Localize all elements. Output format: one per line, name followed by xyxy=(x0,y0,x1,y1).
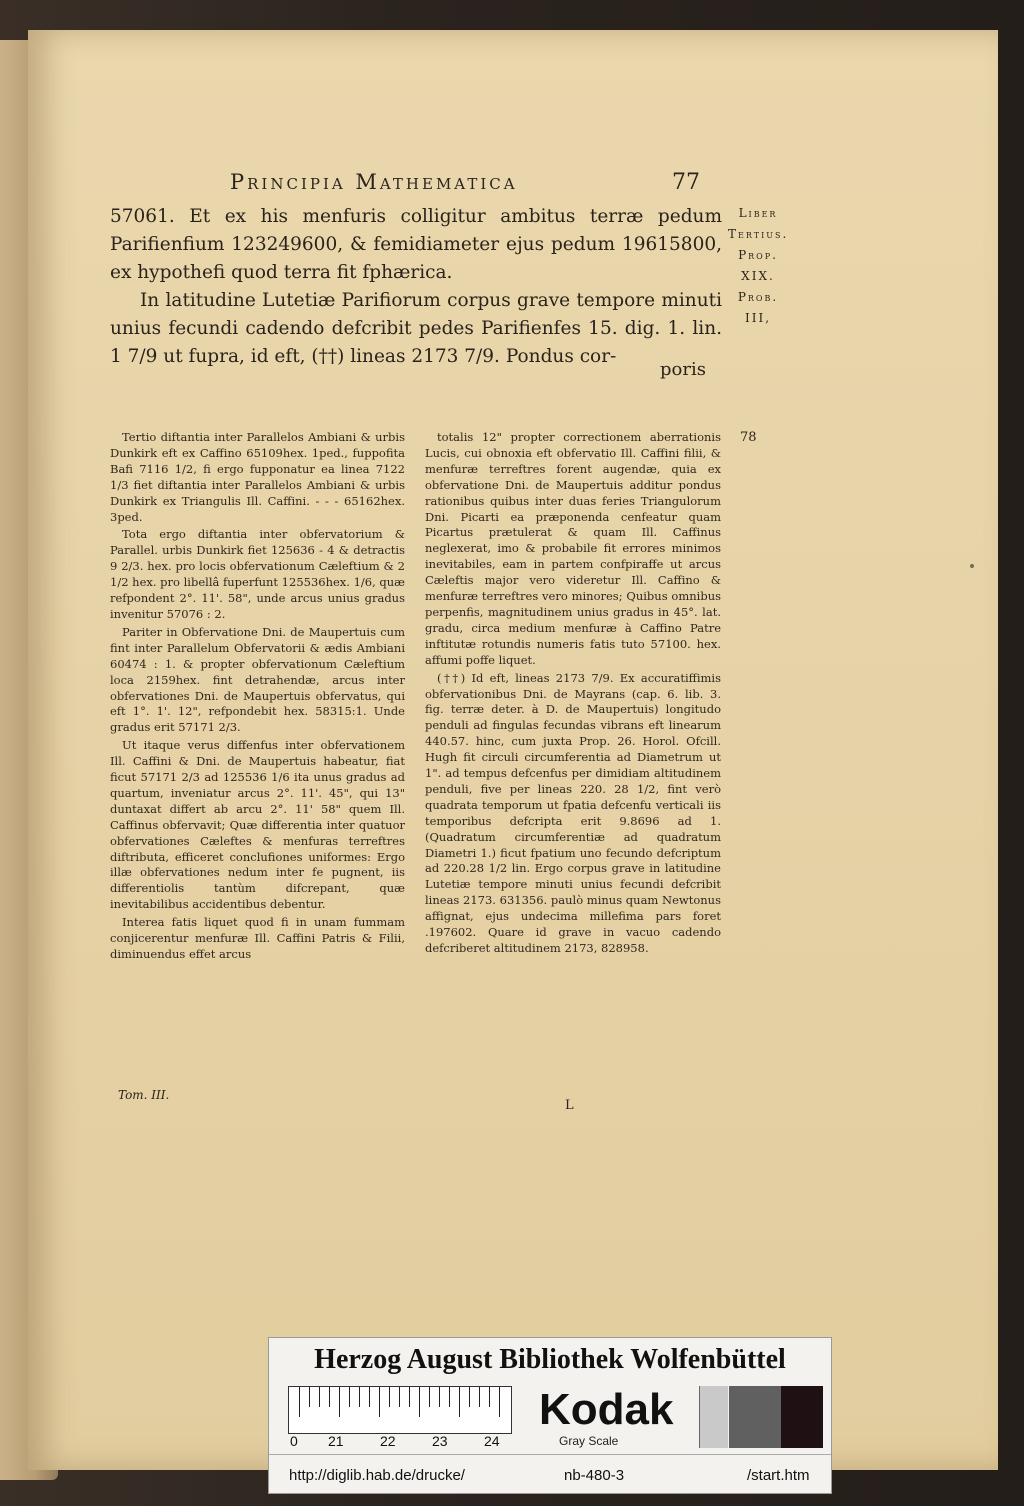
gray-swatch-light xyxy=(699,1386,728,1448)
marginal-note xyxy=(728,203,788,329)
ruler-label: 23 xyxy=(432,1433,448,1449)
marginal-line: III, xyxy=(744,311,772,325)
footnote-paragraph: Ut itaque verus diffenfus inter obfervationem Ill. Caffini & Dni. de Maupertuis habeatur, fiat ficut 57171 2/3 ad 125536 1/6 ita unus gradus ad quartum, inveniatur arcus 2°. 11'. 45", qui 13" duntaxat differt ab arcu 2°. 11' 58" quem Ill. Caffinus obfervavit; Quæ differentia inter quatuor obfervationes Cæleftes & menfuras terreftres diftributa, efficeret conclufiones uniformes: Ergo illæ obfervationes nedum inter fe pugnent, iis differentiolis tantùm difcrepant, quæ inevitabilibus accidentibus debentur. xyxy=(110,738,405,912)
margin-number: 78 xyxy=(740,430,757,445)
ruler-tick xyxy=(429,1387,430,1407)
ruler-tick xyxy=(339,1387,340,1417)
footnote-paragraph: Interea fatis liquet quod fi in unam fummam conjicerentur menfuræ Ill. Caffini Patris & Filii, diminuendus effet arcus xyxy=(110,915,405,961)
shelfmark: nb-480-3 xyxy=(564,1467,625,1484)
ruler-tick xyxy=(359,1387,360,1407)
ruler-tick xyxy=(399,1387,400,1407)
ruler-tick xyxy=(299,1387,300,1417)
gray-swatch-dark xyxy=(781,1386,823,1448)
library-title: Herzog August Bibliothek Wolfenbüttel xyxy=(314,1344,786,1375)
marginal-line: Tertius. xyxy=(728,227,789,241)
ruler-label: 22 xyxy=(380,1433,396,1449)
marginal-line: Prop. xyxy=(738,248,778,262)
ruler-label: 21 xyxy=(328,1433,344,1449)
measurement-ruler xyxy=(288,1386,512,1434)
marginal-line: Liber xyxy=(738,206,778,220)
ruler-tick xyxy=(419,1387,420,1417)
ruler-tick xyxy=(379,1387,380,1417)
start-link: /start.htm xyxy=(747,1467,810,1484)
ruler-label: 0 xyxy=(290,1433,298,1449)
ruler-tick xyxy=(409,1387,410,1407)
ruler-tick xyxy=(479,1387,480,1407)
footnote-catchword: L xyxy=(565,1098,574,1113)
ruler-tick xyxy=(309,1387,310,1407)
ruler-tick xyxy=(499,1387,500,1417)
ruler-tick xyxy=(459,1387,460,1417)
ruler-tick xyxy=(439,1387,440,1407)
footnote-paragraph: (††) Id eft, lineas 2173 7/9. Ex accuratiffimis obfervationibus Dni. de Mayrans (cap. 6. lib. 3. fig. terræ deter. à D. de Maupertuis) longitudo penduli ad fingulas fecundas vibrans eft linearum 440.57. hinc, cum juxta Prop. 26. Horol. Ofcill. Hugh fit circuli circumferentia ad Diametrum ut 1". ad tempus defcenfus per dimidiam altitudinem penduli, five per lineas 220. 28 1/2, fint verò quadrata temporum ut fpatia defcenfu verticali iis temporibus defcripta erit 9.8696 ad 1. (Quadratum circumferentiæ ad quadratum Diametri 1.) ficut fpatium uno fecundo defcriptum ad 220.28 1/2 lin. Ergo corpus grave in latitudine Lutetiæ tempore minuti unius fecundi defcribit lineas 2173. 631356. paulò minus quam Newtonus affignat, ejus undecima millefima pars foret .197602. Quare id grave in vacuo cadendo defcriberet altitudinem 2173, 828958. xyxy=(425,670,721,955)
page-number: 77 xyxy=(672,170,700,195)
main-paragraph: In latitudine Lutetiæ Parifiorum corpus grave tempore minuti unius fecundi cadendo defcribit pedes Parifienfes 15. dig. 1. lin. 1 7/9 ut fupra, id eft, (††) lineas 2173 7/9. Pondus cor- xyxy=(110,290,722,367)
ruler-tick xyxy=(469,1387,470,1407)
marginal-line: Prob. xyxy=(737,290,779,304)
ink-speck xyxy=(970,564,974,568)
scan-reference-card xyxy=(268,1337,832,1494)
ruler-tick xyxy=(329,1387,330,1407)
footnote-paragraph: Tertio diftantia inter Parallelos Ambiani & urbis Dunkirk eft ex Caffino 65109hex. 1ped., fuppofita Bafi 7116 1/2, fi ergo fupponatur ea linea 7122 1/3 fiet diftantia inter Parallelos Ambiani & urbis Dunkirk ex Triangulis Ill. Caffini. - - - 65162hex. 3ped. xyxy=(110,430,405,524)
footnote-paragraph: totalis 12" propter correctionem aberrationis Lucis, cui obnoxia eft obfervatio Ill. Caffini filii, & menfuræ terreftres forent augendæ, quia ex obfervatione Dni. de Maupertuis additur pondus rationibus quibus inter duas feries Triangulorum Dni. Picarti ea præponenda cenfeatur quam Picartus prætulerat & quam Ill. Caffinus neglexerat, imo & probabile fit errores minimos inevitabiles, eam in partem confpiraffe ut arcus Cæleftis major vero videretur Ill. Caffino & menfuræ terreftres vero minores; Quibus omnibus perpenfis, magnitudinem unius gradus in 45°. lat. gradu, circa medium menfuræ à Caffino Patre inftitutæ rotundis numeris fatis tuto 57100. hex. affumi poffe liquet. xyxy=(425,430,721,667)
ruler-tick xyxy=(489,1387,490,1407)
gray-scale-label: Gray Scale xyxy=(559,1434,619,1448)
library-url: http://diglib.hab.de/drucke/ xyxy=(289,1467,465,1484)
gray-swatch-mid xyxy=(729,1386,781,1448)
card-footer xyxy=(269,1454,831,1493)
ruler-label: 24 xyxy=(484,1433,500,1449)
ruler-tick xyxy=(349,1387,350,1407)
footnote-column-right xyxy=(425,430,721,959)
kodak-logo: Kodak xyxy=(539,1385,674,1434)
ruler-tick xyxy=(319,1387,320,1407)
footnote-paragraph: Pariter in Obfervatione Dni. de Maupertuis cum fint inter Parallelum Obfervatorii & ædis Ambiani 60474 : 1. & propter obfervationum Cæleftium loca 2159hex. fint detrahendæ, arcus inter obfervationes Dni. de Maupertuis obfervatus, qui eft 1°. 1'. 12", refpondebit hex. 58315:1. Unde gradus erit 57171 2/3. xyxy=(110,624,405,735)
ruler-tick xyxy=(369,1387,370,1407)
ruler-tick xyxy=(389,1387,390,1407)
footnote-paragraph: Tota ergo diftantia inter obfervatorium & Parallel. urbis Dunkirk fiet 125636 - 4 & detractis 9 2/3. hex. pro locis obfervationum Cæleftium & 2 1/2 hex. pro libellâ fuperfunt 125536hex. 1/6, quæ refpondent 2°. 11'. 58", unde arcus unius gradus invenitur 57076 : 2. xyxy=(110,527,405,621)
main-text xyxy=(110,203,722,371)
main-paragraph: 57061. Et ex his menfuris colligitur ambitus terræ pedum Parifienfium 123249600, & femidiameter ejus pedum 19615800, ex hypothefi quod terra fit fphærica. xyxy=(110,206,722,283)
catchword: poris xyxy=(660,359,706,380)
ruler-tick xyxy=(449,1387,450,1407)
running-title: Principia Mathematica xyxy=(230,170,518,194)
footnote-column-left xyxy=(110,430,405,965)
signature-mark: Tom. III. xyxy=(118,1088,170,1102)
marginal-line: XIX. xyxy=(741,269,775,283)
